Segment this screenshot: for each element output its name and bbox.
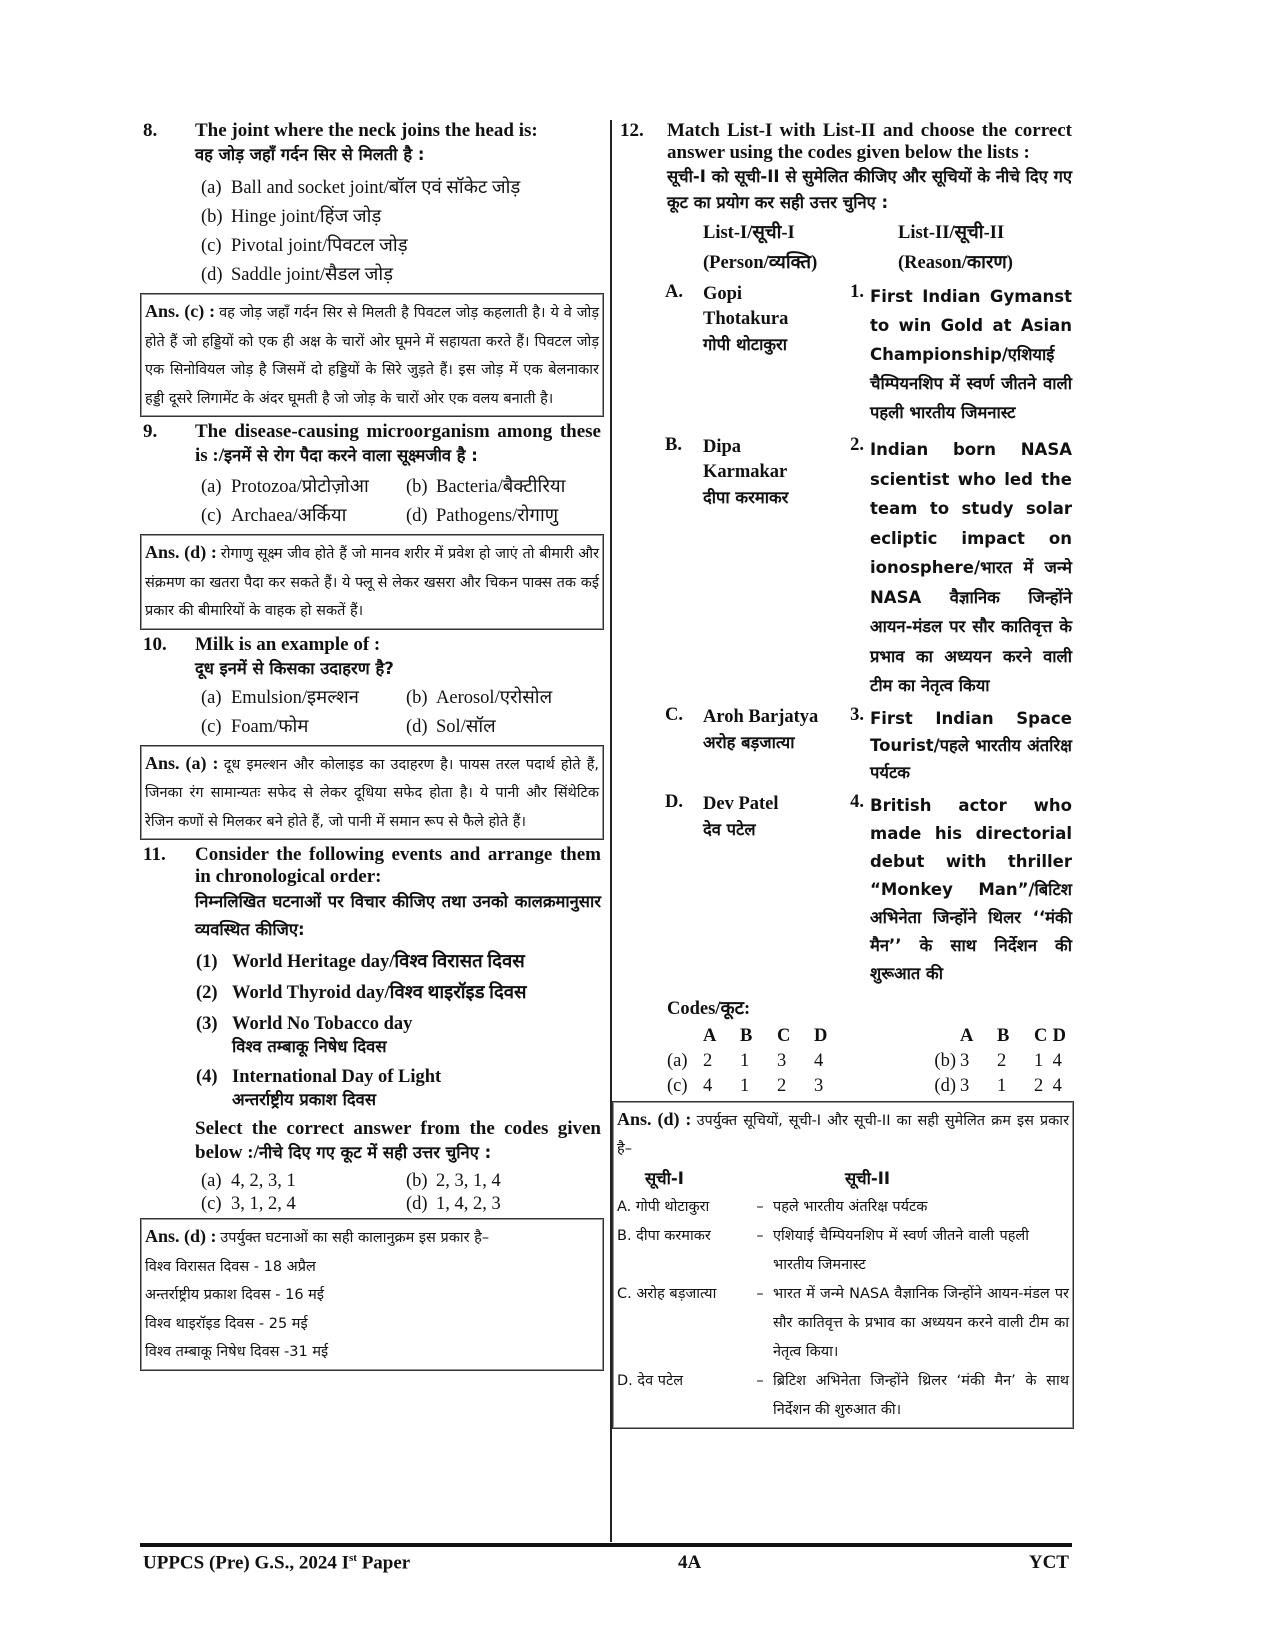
option: (b) Aerosol/एरोसोल xyxy=(406,687,553,708)
event-item: (1) World Heritage day/विश्व विरासत दिवस xyxy=(196,952,525,972)
question-number: 10. xyxy=(143,633,167,655)
option: (d) 1, 4, 2, 3 xyxy=(406,1194,501,1214)
option: (b) Bacteria/बैक्टीरिया xyxy=(406,477,566,497)
answer-line: विश्व विरासत दिवस - 18 अप्रैल xyxy=(145,1258,316,1275)
option: (a) Ball and socket joint/बॉल एवं सॉकेट जोड़ xyxy=(201,178,521,198)
answer-text: उपर्युक्त सूचियों, सूची-I और सूची-II का सही सुमेलित क्रम इस प्रकार है– xyxy=(617,1112,1069,1157)
select-instruction-hi: नीचे दिए गए कूट में सही उत्तर चुनिए : xyxy=(258,1143,492,1162)
option: (d) Sol/सॉल xyxy=(406,716,496,737)
answer-box xyxy=(140,534,604,630)
question-text-hi: इनमें से रोग पैदा करने वाला सूक्ष्मजीव है : xyxy=(224,446,478,465)
question-9 xyxy=(143,421,601,630)
option: (d) Saddle joint/सैडल जोड़ xyxy=(201,265,394,285)
option: (c) Archaea/अर्किया xyxy=(201,506,347,526)
match-row: D. Dev Patel देव पटेल 4. British actor who made his directorial debut with thriller “Monkey Man”/बिटिश अभिनेता जिन्होंने थिलर ‘‘मंकी मैन’’ के साथ निर्देशन की शुरूआत की xyxy=(665,791,1072,983)
question-text-hi: दूध इनमें से किसका उदाहरण है? xyxy=(195,658,394,678)
question-12 xyxy=(617,120,1072,1429)
answer-text: वह जोड़ जहाँ गर्दन सिर से मिलती है पिवटल जोड़ कहलाती है। ये वे जोड़ होते हैं जो हड्डियों को एक ही अक्ष के चारों ओर घूमने में सहायता करते हैं। पिवटल जोड़ एक सिनोवियल जोड़ है जिसमें दो हड्डियों के सिरे जुड़ते हैं। इस जोड़ में एक बेलनाकार हड्डी दूसरे लिगामेंट के अंदर घूमती है जो जोड़ के चारों ओर एक वलय बनाती है। xyxy=(145,305,599,407)
match-table xyxy=(620,218,1072,988)
event-item: (3) World No Tobacco day विश्व तम्बाकू निषेध दिवस xyxy=(196,1014,413,1056)
page-number: 4A xyxy=(677,1552,702,1573)
question-8 xyxy=(143,120,601,417)
option: (c) Foam/फोम xyxy=(201,716,309,737)
match-row: C. Aroh Barjatya अरोह बड़जात्या 3. First Indian Space Tourist/पहले भारतीय अंतरिक्ष पर्यटक xyxy=(665,704,1072,782)
footer-rule xyxy=(140,1543,1072,1547)
answer-box xyxy=(140,1218,604,1371)
right-column xyxy=(617,120,1072,1429)
answer-match-row: A. गोपी थोटाकुरा – पहले भारतीय अंतरिक्ष पर्यटक xyxy=(617,1198,928,1215)
answer-match-row: B. दीपा करमाकर – एशियाई चैम्पियनशिप में स्वर्ण जीतने वाली पहली भारतीय जिमनास्ट xyxy=(617,1227,1029,1273)
event-item: (4) International Day of Light अन्तर्राष्ट्रीय प्रकाश दिवस xyxy=(196,1067,442,1109)
answer-heading: Ans. (d) : xyxy=(617,1108,692,1129)
answer-box xyxy=(140,293,604,417)
answer-col1-heading: सूची-I xyxy=(645,1168,684,1188)
question-text-hi: निम्नलिखित घटनाओं पर विचार कीजिए तथा उनको कालक्रमानुसार व्यवस्थित कीजिए: xyxy=(195,892,601,939)
publisher-name: YCT xyxy=(1028,1552,1069,1573)
option: (d) Pathogens/रोगाणु xyxy=(406,506,559,526)
option: (c) 3, 1, 2, 4 xyxy=(201,1194,296,1214)
match-row: B. Dipa Karmakar दीपा करमाकर 2. Indian born NASA scientist who led the team to study solar ecliptic impact on ionosphere/भारत में जन्मे NASA वैज्ञानिक जिन्होंने आयन-मंडल पर सौर कातिवृत्त के प्रभाव का अध्ययन करने वाली टीम का नेतृत्व किया xyxy=(665,435,1072,695)
list2-heading: List-II/सूची-II xyxy=(898,223,1005,243)
answer-heading: Ans. (a) : xyxy=(145,752,219,773)
question-10 xyxy=(143,634,601,841)
page-footer xyxy=(143,1552,1069,1574)
list1-heading: List-I/सूची-I xyxy=(703,223,795,243)
option: (a) 4, 2, 3, 1 xyxy=(201,1171,296,1191)
question-number: 12. xyxy=(620,120,644,141)
option: (b) Hinge joint/हिंज जोड़ xyxy=(201,207,382,227)
answer-text: रोगाणु सूक्ष्म जीव होते हैं जो मानव शरीर में प्रवेश हो जाएं तो बीमारी और संक्रमण का खतरा पैदा कर सकते हैं। ये फ्लू से लेकर खसरा और चिकन पाक्स तक कई प्रकार की बीमारियों के वाहक हो सकतें हैं। xyxy=(145,546,600,619)
answer-match-row: C. अरोह बड़जात्या – भारत में जन्मे NASA वैज्ञानिक जिन्होंने आयन-मंडल पर सौर कातिवृत्त के प्रभाव का अध्ययन करने वाली टीम का नेतृत्व किया। xyxy=(617,1285,1069,1360)
answer-heading: Ans. (d) : xyxy=(145,1226,217,1246)
footer-exam-title: UPPCS (Pre) G.S., 2024 Ist Paper xyxy=(143,1552,411,1574)
answer-line: विश्व थाइरॉइड दिवस - 25 मई xyxy=(145,1315,308,1332)
question-text-en: Match List-I with List-II and choose the correct answer using the codes given below the lists : xyxy=(667,120,1072,163)
answer-heading: Ans. (c) : xyxy=(145,301,216,321)
match-row: A. Gopi Thotakura गोपी थोटाकुरा 1. First Indian Gymanst to win Gold at Asian Championship/एशियाई चैम्पियनशिप में स्वर्ण जीतने वाली पहली भारतीय जिमनास्ट xyxy=(665,282,1072,422)
answer-line: अन्तर्राष्ट्रीय प्रकाश दिवस - 16 मई xyxy=(145,1287,324,1303)
question-text-en: Consider the following events and arrange them in chronological order: xyxy=(195,844,601,887)
codes-label: Codes/कूट: xyxy=(667,998,751,1019)
left-column xyxy=(143,120,601,1375)
question-text-en: The disease-causing microorganism among these is :/ xyxy=(195,421,601,466)
codes-col-d: D 4 4 xyxy=(1052,1025,1066,1096)
codes-table: Codes/कूट: A B C D A B C (a) 2 1 3 4 (b) 3 2 1 (c) 4 1 2 3 (d) 3 1 2 D 4 4 xyxy=(620,994,1072,1099)
list1-subheading: (Person/व्यक्ति) xyxy=(703,253,818,273)
answer-box xyxy=(612,1101,1074,1429)
question-number: 11. xyxy=(143,844,166,865)
answer-text: दूध इमल्शन और कोलाइड का उदाहरण है। पायस तरल पदार्थ होते हैं, जिनका रंग सामान्यतः सफेद से लेकर दूधिया सफेद होता है। ये पानी और सिंथेटिक रेजिन कणों से मिलकर बने होते हैं, जो पानी में समान रूप से फैले होते हैं। xyxy=(145,756,600,830)
code-row: (a) 2 1 3 4 (b) 3 2 1 xyxy=(667,1050,1044,1071)
answer-heading: Ans. (d) : xyxy=(145,542,217,562)
option: (a) Emulsion/इमल्शन xyxy=(201,687,359,708)
option: (b) 2, 3, 1, 4 xyxy=(406,1171,501,1191)
code-row: (c) 4 1 2 3 (d) 3 1 2 xyxy=(667,1075,1044,1096)
select-instruction-en: Select the correct answer from the codes given below :/ xyxy=(195,1118,601,1163)
option: (c) Pivotal joint/पिवटल जोड़ xyxy=(201,236,408,256)
question-number: 8. xyxy=(143,120,158,141)
answer-col2-heading: सूची-II xyxy=(845,1168,891,1188)
event-item: (2) World Thyroid day/विश्व थाइरॉइड दिवस xyxy=(196,983,527,1003)
answer-line: विश्व तम्बाकू निषेध दिवस -31 मई xyxy=(145,1344,329,1360)
answer-match-row: D. देव पटेल – ब्रिटिश अभिनेता जिन्होंने थ्रिलर ‘मंकी मैन’ के साथ निर्देशन की शुरुआत की। xyxy=(617,1372,1069,1418)
question-text-en: Milk is an example of : xyxy=(195,633,381,655)
question-text-hi: वह जोड़ जहाँ गर्दन सिर से मिलती है : xyxy=(195,145,425,164)
option: (a) Protozoa/प्रोटोज़ोआ xyxy=(201,477,369,497)
answer-box xyxy=(140,745,604,841)
question-text-en: The joint where the neck joins the head is: xyxy=(195,120,538,141)
question-number: 9. xyxy=(143,421,158,442)
question-11 xyxy=(143,844,601,1371)
question-text-hi: सूची-I को सूची-II से सुमेलित कीजिए और सूचियों के नीचे दिए गए कूट का प्रयोग कर सही उत्तर चुनिए : xyxy=(667,167,1072,212)
list2-subheading: (Reason/कारण) xyxy=(898,253,1013,273)
answer-text: उपर्युक्त घटनाओं का सही कालानुक्रम इस प्रकार है– xyxy=(220,1230,490,1246)
